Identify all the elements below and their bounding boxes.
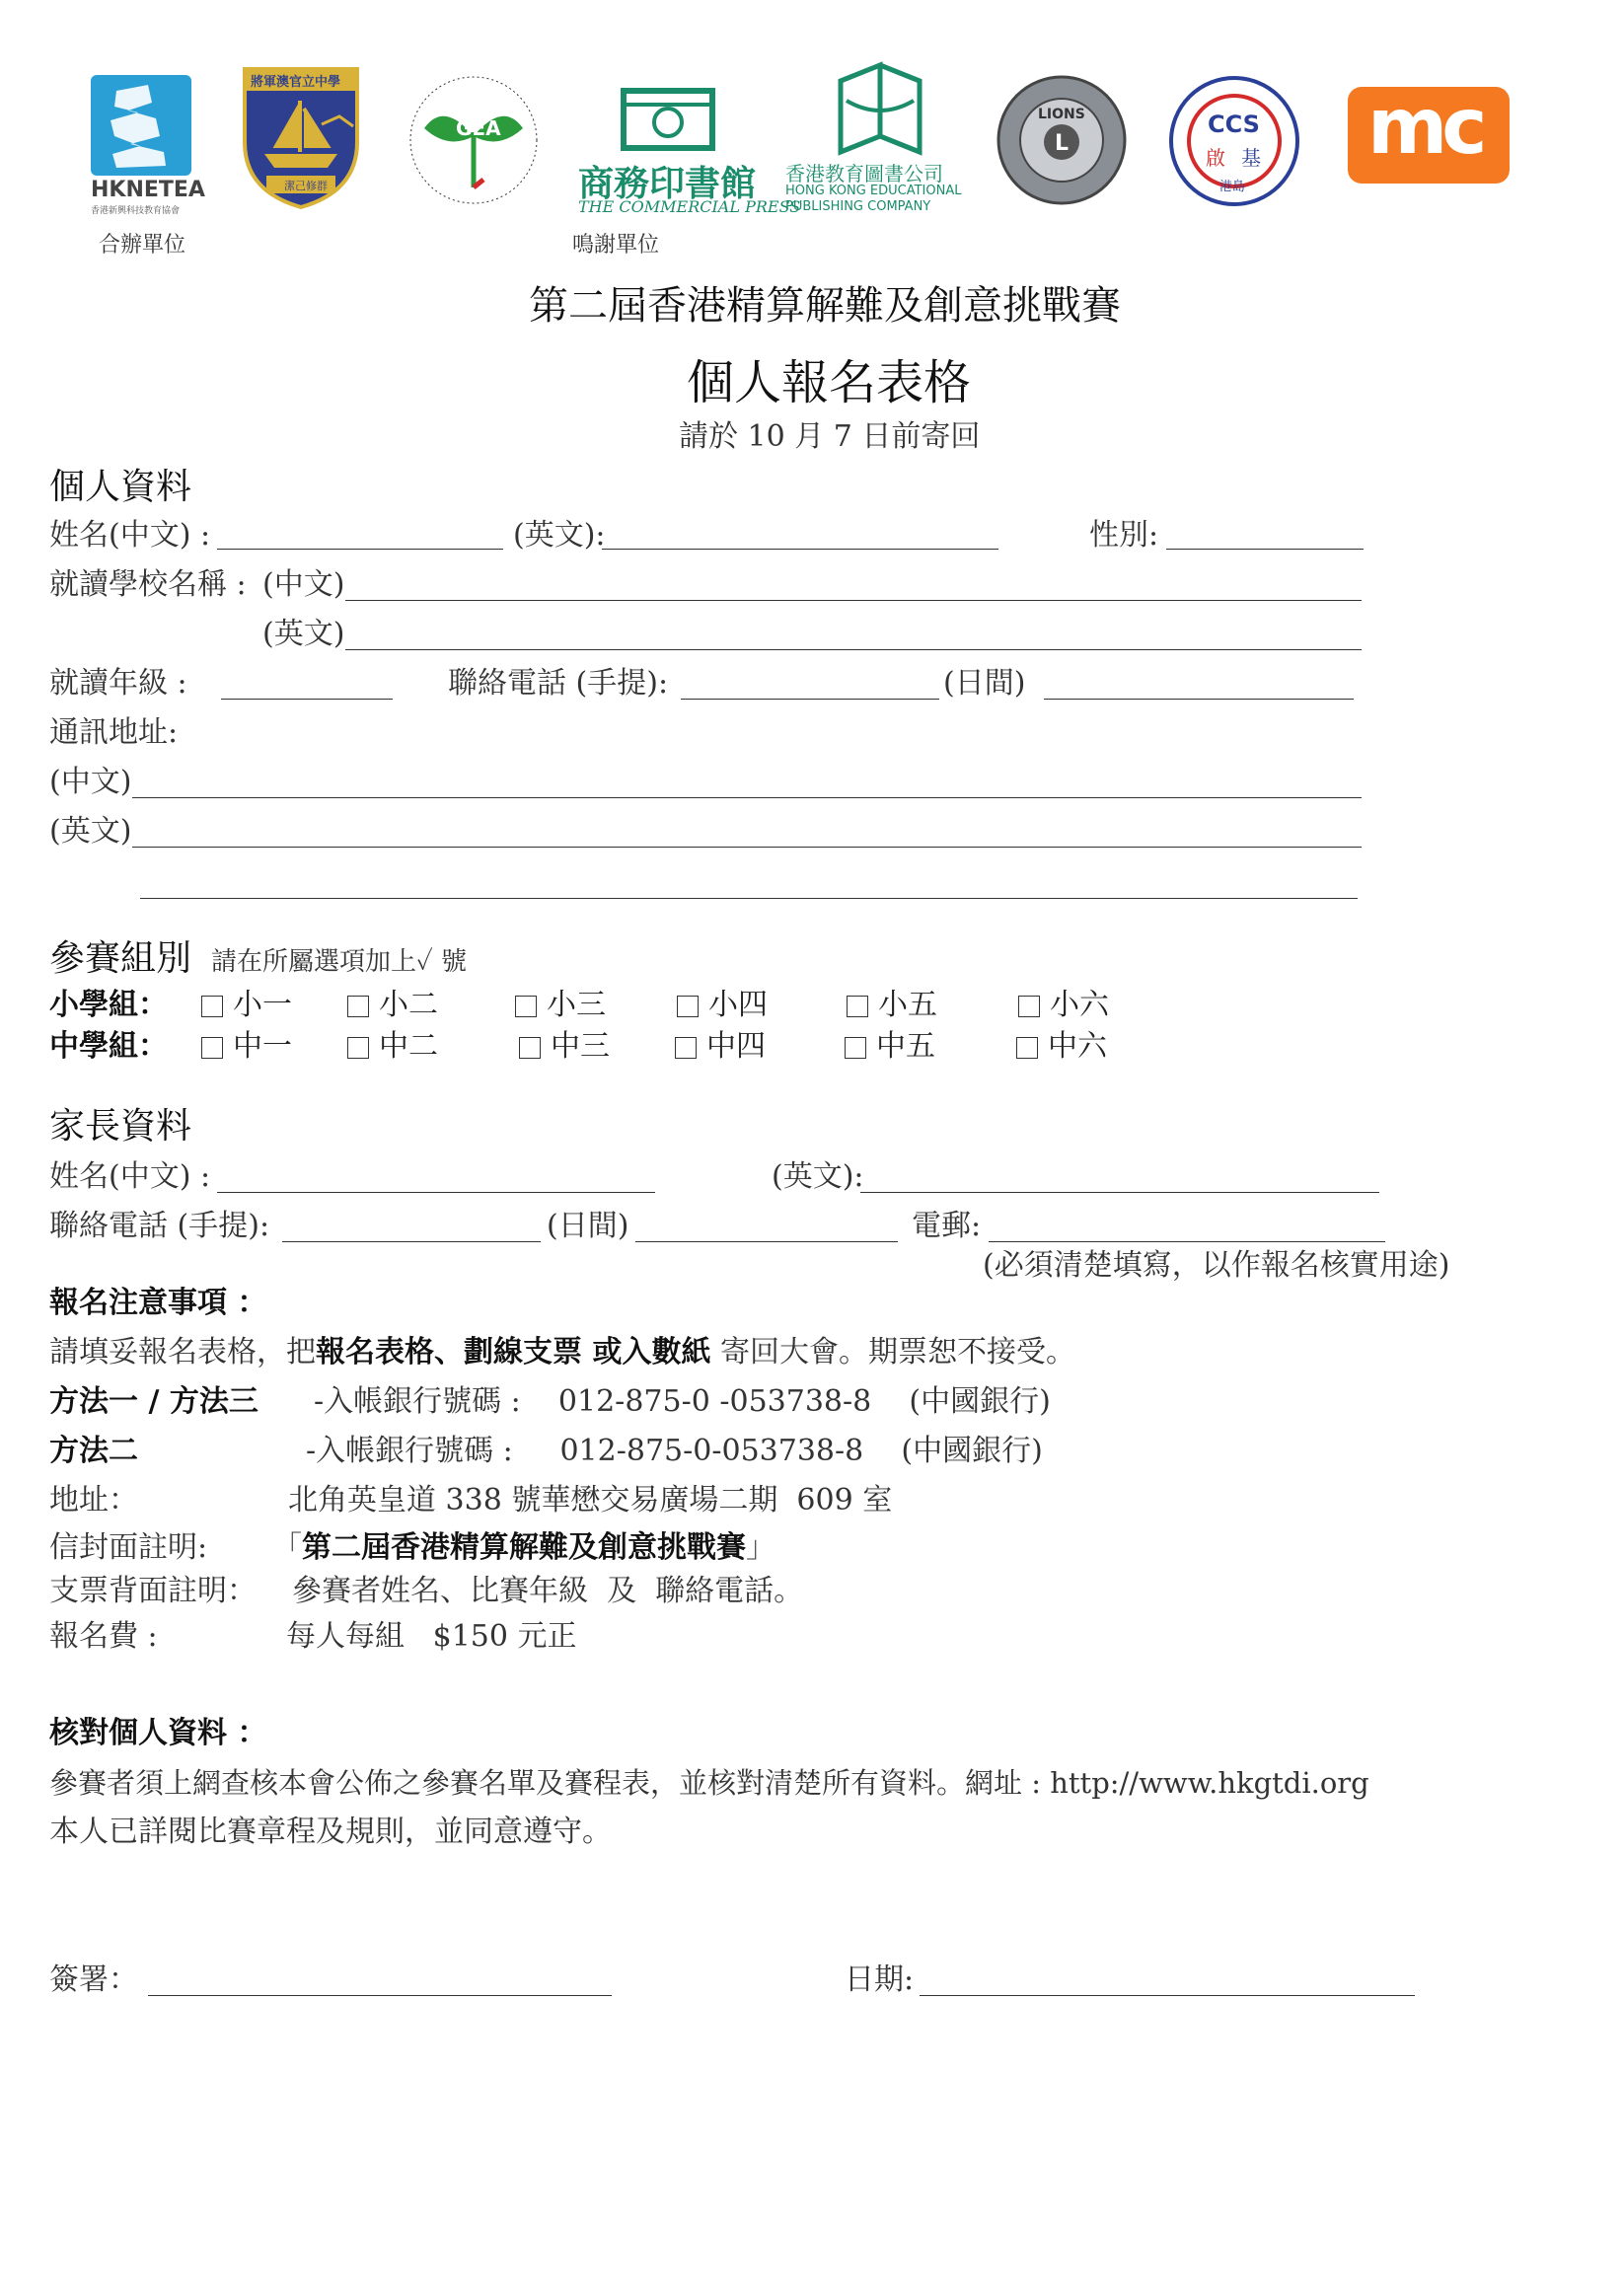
option-label: 中四 — [706, 1029, 766, 1064]
mail-address-value: 北角英皇道 338 號華懋交易廣場二期 609 室 — [288, 1483, 893, 1518]
hknetea-text: HKNETEA — [91, 178, 205, 202]
hknetea-mark-icon — [87, 71, 195, 180]
organizer-label: 合辦單位 — [99, 233, 186, 258]
parent-phone-day-label: (日間) — [547, 1209, 629, 1243]
option-label: 小三 — [547, 988, 606, 1022]
address-en-field[interactable] — [132, 847, 1362, 848]
school-name-text: 將軍澳官立中學 — [251, 75, 341, 90]
logo-mc — [1348, 83, 1510, 184]
option-label: 中三 — [551, 1029, 610, 1064]
option-secondary-1[interactable] — [201, 1030, 292, 1064]
option-label: 中六 — [1048, 1029, 1107, 1064]
option-label: 小二 — [379, 988, 438, 1022]
logo-commercial-press — [574, 85, 801, 219]
sponsor-label: 鳴謝單位 — [572, 233, 660, 258]
option-primary-5[interactable] — [847, 989, 937, 1022]
personal-name-en-field[interactable] — [602, 549, 998, 550]
group-hint: 請在所屬選項加上✓ 號 — [211, 947, 468, 977]
option-secondary-3[interactable] — [519, 1030, 610, 1064]
checkbox[interactable] — [1018, 996, 1040, 1017]
svg-text:L: L — [1054, 131, 1070, 156]
parent-phone-day-field[interactable] — [635, 1241, 898, 1242]
school-name-label: 就讀學校名稱 : — [49, 567, 247, 602]
group-heading: 參賽組別 — [49, 938, 192, 979]
option-label: 中五 — [876, 1029, 935, 1064]
logo-ccs — [1166, 73, 1302, 209]
envelope-close: 」 — [746, 1530, 775, 1565]
option-primary-1[interactable] — [201, 989, 292, 1022]
school-motto-text: 潔己修群 — [284, 180, 328, 192]
phone-mobile-label: 聯絡電話 (手提): — [448, 666, 669, 701]
address-label: 通訊地址: — [49, 715, 179, 750]
method2-label: 方法二 — [49, 1434, 138, 1468]
address-en-label: (英文) — [49, 814, 132, 849]
parent-phone-mobile-label: 聯絡電話 (手提): — [49, 1209, 270, 1243]
ccs-cn2: 基 — [1241, 146, 1261, 170]
phone-day-field[interactable] — [1044, 699, 1354, 700]
secondary-group-label: 中學組： — [49, 1029, 168, 1064]
gea-text: GEA — [456, 116, 501, 140]
hkep-en2: PUBLISHING COMPANY — [785, 199, 931, 214]
signature-field[interactable] — [148, 1995, 612, 1996]
parent-note: (必須清楚填寫，以作報名核實用途) — [983, 1248, 1450, 1283]
option-secondary-4[interactable] — [675, 1030, 766, 1064]
cheque-value: 參賽者姓名、比賽年級 及 聯絡電話。 — [292, 1574, 804, 1608]
envelope-title: 第二屆香港精算解難及創意挑戰賽 — [302, 1530, 746, 1565]
personal-name-cn-field[interactable] — [217, 549, 503, 550]
notes-line1-a: 請填妥報名表格，把 — [49, 1335, 316, 1370]
method13-label: 方法一 / 方法三 — [49, 1384, 258, 1419]
logo-school-crest — [237, 65, 365, 211]
option-label: 小六 — [1050, 988, 1109, 1022]
checkbox[interactable] — [347, 1037, 369, 1059]
checkbox[interactable] — [201, 996, 223, 1017]
option-label: 小四 — [708, 988, 768, 1022]
hkep-book-icon — [781, 61, 989, 156]
parent-email-field[interactable] — [989, 1241, 1385, 1242]
address-extra-field[interactable] — [140, 898, 1358, 899]
school-name-en-field[interactable] — [345, 649, 1362, 650]
ccs-mark: CCS — [1208, 111, 1260, 138]
fee-value: 每人每組 $150 元正 — [286, 1619, 577, 1654]
notes-heading: 報名注意事項 ： — [49, 1286, 267, 1320]
hkep-cn: 香港教育圖書公司 — [785, 162, 943, 185]
lions-text: LIONS — [1038, 107, 1085, 122]
signature-label: 簽署： — [49, 1963, 138, 1997]
option-label: 小一 — [233, 988, 292, 1022]
ccs-cn3: 港島 — [1219, 180, 1246, 194]
school-name-cn-field[interactable] — [345, 600, 1362, 601]
personal-gender-label: 性別: — [1089, 518, 1159, 553]
method2-text: -入帳銀行號碼 : 012-875-0-053738-8 (中國銀行) — [306, 1434, 1043, 1468]
logo-hknetea — [87, 71, 205, 219]
address-cn-field[interactable] — [132, 797, 1362, 798]
checkbox[interactable] — [1016, 1037, 1038, 1059]
checkbox[interactable] — [201, 1037, 223, 1059]
form-title: 個人報名表格 — [687, 355, 972, 410]
personal-heading: 個人資料 — [49, 467, 192, 507]
primary-group-label: 小學組： — [49, 988, 168, 1022]
method13-text: -入帳銀行號碼 : 012-875-0 -053738-8 (中國銀行) — [314, 1384, 1051, 1419]
envelope-label: 信封面註明: — [49, 1530, 208, 1565]
verify-line2: 本人已詳閱比賽章程及規則，並同意遵守。 — [49, 1815, 612, 1849]
option-secondary-5[interactable] — [845, 1030, 935, 1064]
option-label: 小五 — [878, 988, 937, 1022]
fee-label: 報名費 : — [49, 1619, 158, 1654]
address-cn-label: (中文) — [49, 765, 132, 799]
checkbox[interactable] — [347, 996, 369, 1017]
notes-line1-b: 報名表格、劃線支票 或入數紙 — [316, 1335, 711, 1370]
mc-text: mc — [1367, 83, 1482, 172]
logo-lions-club — [995, 73, 1129, 207]
envelope-value — [272, 1531, 775, 1565]
checkbox[interactable] — [515, 996, 537, 1017]
notes-line1 — [49, 1336, 1075, 1370]
envelope-open: 「 — [272, 1530, 302, 1565]
parent-email-label: 電郵: — [912, 1209, 982, 1243]
checkbox[interactable] — [677, 996, 699, 1017]
school-name-en-label: (英文) — [262, 617, 345, 651]
parent-name-en-label: (英文): — [772, 1159, 864, 1194]
logo-gea — [405, 71, 543, 209]
parent-phone-mobile-field[interactable] — [282, 1241, 541, 1242]
option-primary-2[interactable] — [347, 989, 438, 1022]
grade-field[interactable] — [221, 699, 393, 700]
option-label: 中一 — [233, 1029, 292, 1064]
option-primary-6[interactable] — [1018, 989, 1109, 1022]
grade-label: 就讀年級 : — [49, 666, 187, 701]
personal-name-en-label: (英文): — [513, 518, 606, 553]
notes-line1-c: 寄回大會。期票恕不接受。 — [710, 1335, 1075, 1370]
option-secondary-6[interactable] — [1016, 1030, 1107, 1064]
deadline-text: 請於 10 月 7 日前寄回 — [679, 419, 981, 454]
verify-heading: 核對個人資料 ： — [49, 1716, 267, 1750]
parent-name-en-field[interactable] — [860, 1192, 1379, 1193]
hknetea-sub: 香港新興科技教育協會 — [91, 206, 181, 216]
parent-heading: 家長資料 — [49, 1106, 192, 1147]
ccs-cn1: 啟 — [1206, 146, 1225, 170]
option-secondary-2[interactable] — [347, 1030, 438, 1064]
logo-hkep — [781, 61, 989, 219]
checkbox[interactable] — [847, 996, 868, 1017]
mail-address-label: 地址： — [49, 1483, 138, 1518]
commercial-press-en: THE COMMERCIAL PRESS — [578, 197, 801, 216]
date-label: 日期: — [845, 1963, 915, 1997]
date-field[interactable] — [920, 1995, 1415, 1996]
option-primary-4[interactable] — [677, 989, 768, 1022]
checkbox[interactable] — [845, 1037, 866, 1059]
commercial-press-cn: 商務印書館 — [578, 163, 757, 204]
hkep-en1: HONG KONG EDUCATIONAL — [785, 184, 962, 198]
competition-title: 第二屆香港精算解難及創意挑戰賽 — [529, 283, 1121, 329]
school-name-cn-label: (中文) — [262, 567, 345, 602]
option-primary-3[interactable] — [515, 989, 606, 1022]
commercial-press-book-icon — [574, 85, 762, 156]
verify-line1: 參賽者須上網查核本會公佈之參賽名單及賽程表，並核對清楚所有資料。網址 : http://www.hkgtdi.org — [49, 1766, 1369, 1800]
phone-mobile-field[interactable] — [681, 699, 939, 700]
cheque-label: 支票背面註明： — [49, 1574, 257, 1608]
parent-name-cn-field[interactable] — [217, 1192, 655, 1193]
parent-name-cn-label: 姓名(中文) : — [49, 1159, 211, 1194]
personal-name-cn-label: 姓名(中文) : — [49, 518, 211, 553]
phone-day-label: (日間) — [943, 666, 1026, 701]
checkbox[interactable] — [675, 1037, 697, 1059]
personal-gender-field[interactable] — [1166, 549, 1364, 550]
option-label: 中二 — [379, 1029, 438, 1064]
checkbox[interactable] — [519, 1037, 541, 1059]
